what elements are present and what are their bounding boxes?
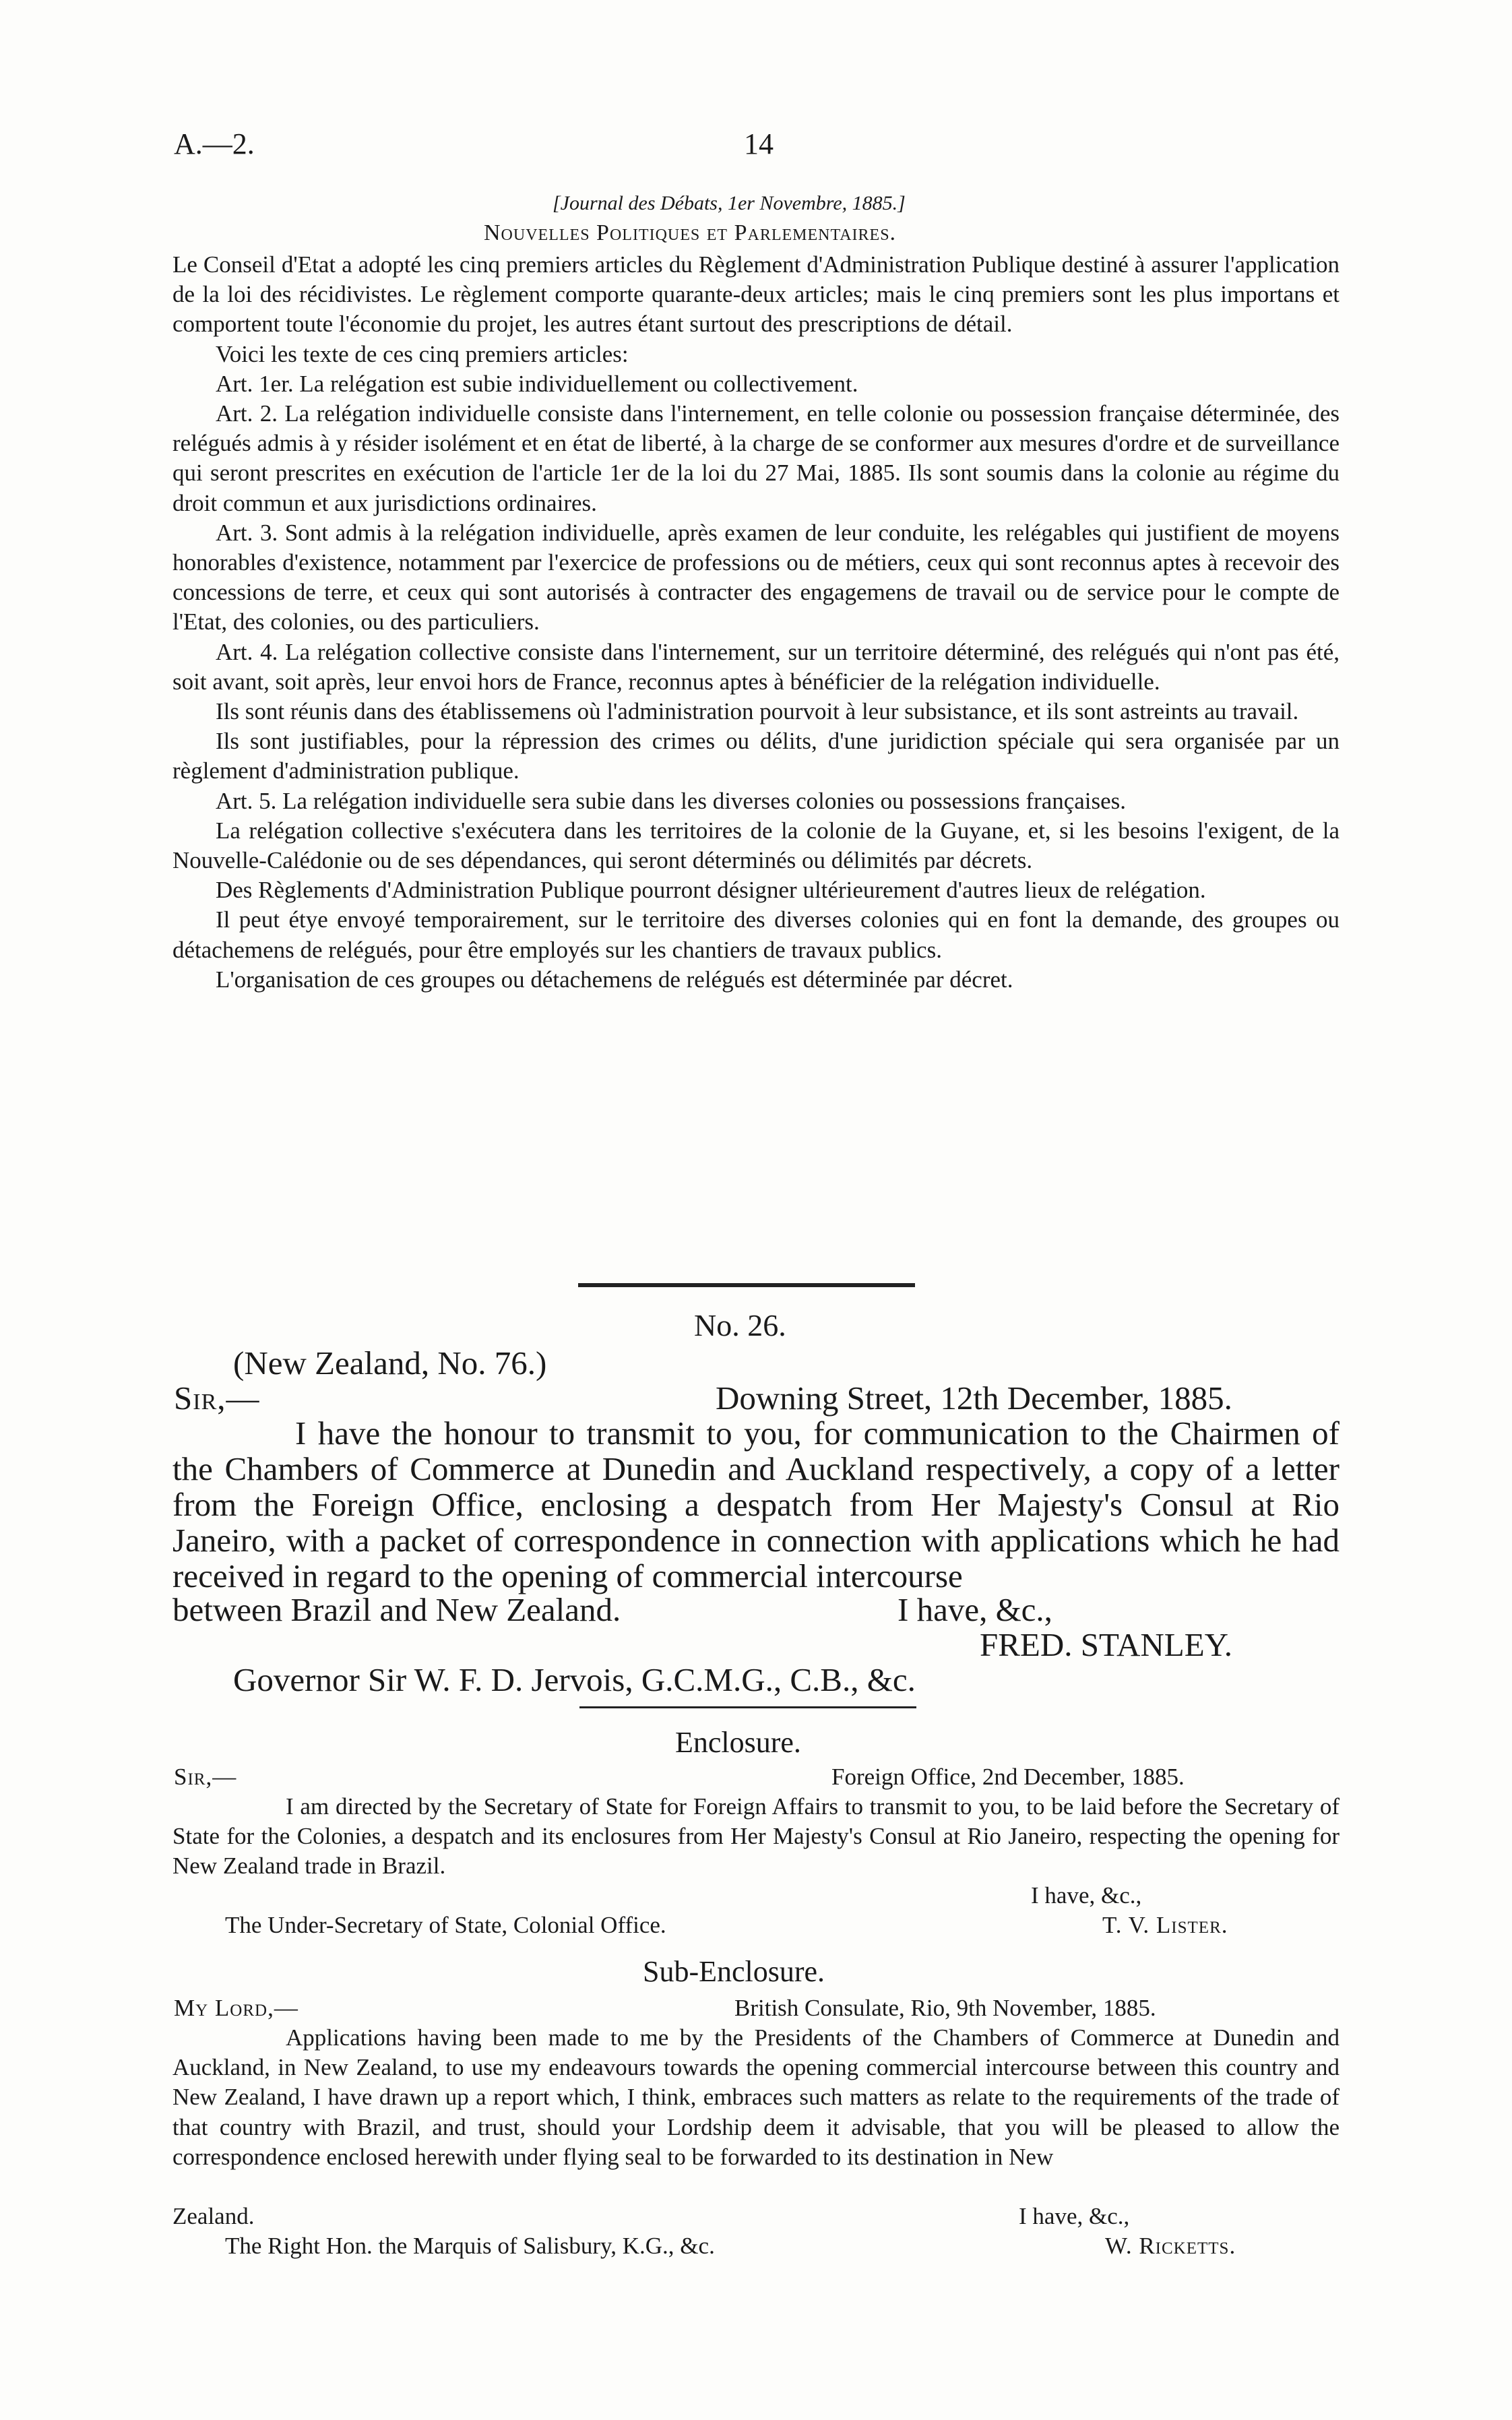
letter-reference: (New Zealand, No. 76.) <box>233 1344 547 1382</box>
enclosure-salutation: Sir,— <box>174 1764 237 1790</box>
section-title: Nouvelles Politiques et Parlementaires. <box>484 220 897 245</box>
letter-salutation: Sir,— <box>174 1379 260 1417</box>
paragraph: Il peut étye envoyé temporairement, sur le territoire des diverses colonies qui en font la demande, des groupes ou détachemens de relégués, pour être employés sur les chantiers de travaux publics. <box>172 906 1340 963</box>
enclosure-signature: T. V. Lister. <box>1102 1912 1228 1938</box>
page-header-left: A.—2. <box>174 127 255 160</box>
sub-enclosure-body-last: Zealand. <box>172 2203 255 2229</box>
paragraph: Art. 5. La relégation individuelle sera subie dans les diverses colonies ou possessions françaises. <box>216 787 1127 814</box>
letter-body-last: between Brazil and New Zealand. <box>172 1591 621 1628</box>
paragraph: Art. 3. Sont admis à la relégation individuelle, après examen de leur conduite, les relégables qui justifient de moyens honorables d'existence, notamment par l'exercice de professions ou de métiers, ceux qui sont reconnus aptes à recevoir des concessions de terre, et ceux qui sont autorisés à contracter des engagemens de travail ou de service pour le compte de l'Etat, des colonies, ou des particuliers. <box>172 519 1340 635</box>
sub-enclosure-closing: I have, &c., <box>1019 2203 1130 2229</box>
section-divider <box>578 1283 915 1287</box>
sub-enclosure-signature: W. Ricketts. <box>1105 2233 1236 2259</box>
paragraph: Art. 4. La relégation collective consiste dans l'internement, sur un territoire déterminé, des relégués qui n'ont pas été, soit avant, soit après, leur envoi hors de France, reconnus aptes à bénéficier de la relégation individuelle. <box>172 638 1340 695</box>
letter-closing: I have, &c., <box>897 1591 1052 1628</box>
paragraph: Voici les texte de ces cinq premiers articles: <box>216 340 629 367</box>
paragraph: Art. 2. La relégation individuelle consiste dans l'internement, en telle colonie ou possession française déterminée, des relégués admis à y résider isolément et en état de liberté, à la charge de se conformer aux mesures d'ordre et de surveillance qui seront prescrites en exécution de l'article 1er de la loi du 27 Mai, 1885. Ils sont soumis dans la colonie au régime du droit commun et aux jurisdictions ordinaires. <box>172 400 1340 516</box>
enclosure-address-date: Foreign Office, 2nd December, 1885. <box>831 1764 1185 1790</box>
section-divider <box>579 1706 916 1708</box>
enclosure-body <box>172 1792 1340 1882</box>
enclosure-addressee: The Under-Secretary of State, Colonial Office. <box>225 1912 666 1938</box>
page-number: 14 <box>744 127 774 160</box>
sub-enclosure-addressee: The Right Hon. the Marquis of Salisbury, K.G., &c. <box>225 2233 715 2259</box>
paragraph: I am directed by the Secretary of State for Foreign Affairs to transmit to you, to be laid before the Secretary of State for the Colonies, a despatch and its enclosures from Her Majesty's Consul at Rio Janeiro, respecting the opening for New Zealand trade in Brazil. <box>172 1793 1340 1880</box>
paragraph: La relégation collective s'exécutera dans les territoires de la colonie de la Guyane, et, si les besoins l'exigent, de la Nouvelle-Calédonie ou de ses dépendances, qui seront déterminés ou délimités par décrets. <box>172 817 1340 874</box>
paragraph: I have the honour to transmit to you, for communication to the Chairmen of the Chambers of Commerce at Dunedin and Auckland respectively, a copy of a letter from the Foreign Office, enclosing a despatch from Her Majesty's Consul at Rio Janeiro, with a packet of correspondence in connection with applications which he had received in regard to the opening of commercial intercourse <box>172 1415 1340 1594</box>
letter-number: No. 26. <box>694 1308 786 1342</box>
sub-enclosure-title: Sub-Enclosure. <box>643 1955 825 1988</box>
letter-signature: FRED. STANLEY. <box>980 1626 1232 1663</box>
letter-addressee: Governor Sir W. F. D. Jervois, G.C.M.G., C.B., &c. <box>233 1661 916 1698</box>
paragraph: Le Conseil d'Etat a adopté les cinq premiers articles du Règlement d'Administration Publique destiné à assurer l'application de la loi des récidivistes. Le règlement comporte quarante-deux articles; mais le cinq premiers sont les plus importans et comportent toute l'économie du projet, les autres étant surtout des prescriptions de détail. <box>172 251 1340 338</box>
paragraph: Ils sont réunis dans des établissemens où l'administration pourvoit à leur subsistance, et ils sont astreints au travail. <box>216 698 1299 725</box>
paragraph: Ils sont justifiables, pour la répression des crimes ou délits, d'une juridiction spéciale qui sera organisée par un règlement d'administration publique. <box>172 728 1340 784</box>
sub-enclosure-address-date: British Consulate, Rio, 9th November, 1885. <box>734 1995 1156 2021</box>
sub-enclosure-body <box>172 2023 1340 2172</box>
paragraph: L'organisation de ces groupes ou détachemens de relégués est déterminée par décret. <box>216 966 1013 993</box>
article-source: [Journal des Débats, 1er Novembre, 1885.] <box>553 192 906 214</box>
french-article-body <box>172 250 1340 995</box>
enclosure-title: Enclosure. <box>675 1726 801 1759</box>
enclosure-closing: I have, &c., <box>1031 1882 1142 1909</box>
letter-body <box>172 1415 1340 1594</box>
paragraph: Art. 1er. La relégation est subie individuellement ou collectivement. <box>216 370 858 397</box>
paragraph: Applications having been made to me by the Presidents of the Chambers of Commerce at Dunedin and Auckland, in New Zealand, to use my endeavours towards the opening commercial intercourse between this country and New Zealand, I have drawn up a report which, I think, embraces such matters as relate to the requirements of the trade of that country with Brazil, and trust, should your Lordship deem it advisable, that you will be pleased to allow the correspondence enclosed herewith under flying seal to be forwarded to its destination in New <box>172 2024 1340 2170</box>
sub-enclosure-salutation: My Lord,— <box>174 1995 298 2021</box>
letter-address-date: Downing Street, 12th December, 1885. <box>716 1379 1232 1417</box>
paragraph: Des Règlements d'Administration Publique pourront désigner ultérieurement d'autres lieux de relégation. <box>216 877 1206 904</box>
